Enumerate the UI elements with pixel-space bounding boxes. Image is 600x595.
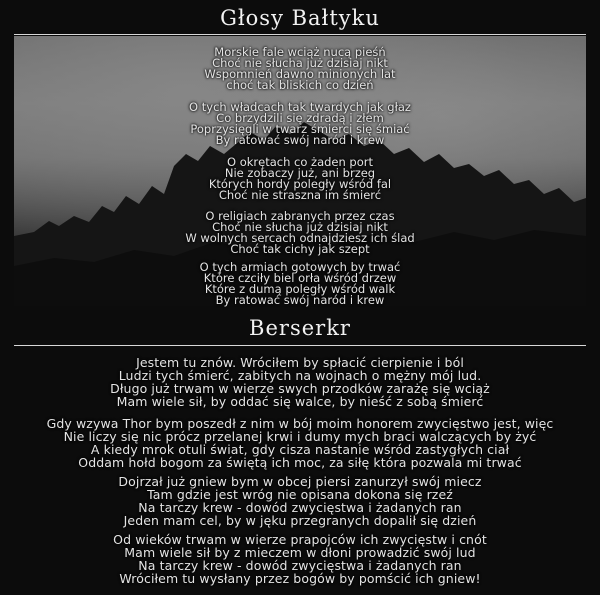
lyric-line: O okrętach co żaden port: [226, 155, 374, 169]
lyric-line: O tych władcach tak twardych jak głaz: [189, 100, 411, 114]
lyric-line: Jeden mam cel, by w jęku przegranych dopalił się dzień: [123, 513, 477, 528]
lyric-line: Od wieków trwam w wierze prapojców ich zwycięstw i cnót: [113, 532, 487, 547]
lyric-line: Mam wiele sił by z mieczem w dłoni prowadzić swój lud: [124, 545, 476, 560]
song-title-berserkr: Berserkr: [249, 316, 351, 340]
stanza-1: [14, 47, 586, 91]
lyric-line: O tych armiach gotowych by trwać: [199, 260, 401, 274]
stanza-4: [14, 211, 586, 255]
lyric-line: Mam wiele sił, by oddać się walce, by nieść z sobą śmierć: [116, 394, 484, 409]
stanza-b1: [14, 356, 586, 408]
lyric-line: Nie liczy się nic prócz przelanej krwi i dumy mych braci walczących by żyć: [63, 429, 537, 444]
lyric-line: Morskie fale wciąż nucą pieśń: [214, 45, 386, 59]
lyric-line: Które czciły biel orła wśród drzew: [203, 271, 397, 285]
stanza-3: [14, 157, 586, 201]
lyric-line: choć tak bliskich co dzień: [226, 78, 374, 92]
title-divider: [14, 34, 586, 35]
lyric-line: Nie zobaczy już, ani brzeg: [224, 166, 376, 180]
lyric-line: Długo już trwam w wierze swych przodków zarażę się wciąż: [110, 381, 490, 396]
lyric-line: Choć nie słucha już dzisiaj nikt: [212, 56, 388, 70]
lyric-line: Które z dumą poległy wśród walk: [204, 282, 396, 296]
lyric-line: Na tarczy krew - dowód zwycięstwa i żadanych ran: [138, 500, 462, 515]
stanza-5: [14, 262, 586, 306]
lyric-line: By ratować swój naród i krew: [215, 133, 385, 147]
lyric-line: O religiach zabranych przez czas: [205, 209, 395, 223]
stanza-2: [14, 102, 586, 146]
lyric-line: Choć nie słucha już dzisiaj nikt: [212, 220, 388, 234]
lyric-line: Gdy wzywa Thor bym poszedł z nim w bój moim honorem zwycięstwo jest, więc: [46, 416, 554, 431]
lyric-line: Na tarczy krew - dowód zwycięstwa i żadanych ran: [138, 558, 462, 573]
lyric-line: Których hordy poległy wśród fal: [208, 177, 392, 191]
stanza-b2: [14, 417, 586, 469]
lyric-line: Jestem tu znów. Wróciłem by spłacić cierpienie i ból: [136, 355, 464, 370]
stanza-b4: [14, 533, 586, 585]
lyric-line: By ratować swój naród i krew: [215, 293, 385, 307]
lyric-line: Choć tak cichy jak szept: [230, 242, 370, 256]
lyric-line: A kiedy mrok otuli świat, gdy cisza nastanie wśród zastygłych ciał: [90, 442, 510, 457]
lyric-line: Ludzi tych śmierć, zabitych na wojnach o mężny mój lud.: [118, 368, 482, 383]
lyric-line: Oddam hołd bogom za świętą ich moc, za siłę która pozwala mi trwać: [78, 455, 522, 470]
title-divider: [14, 345, 586, 346]
lyric-line: Tam gdzie jest wróg nie opisana dokona się rzeź: [147, 487, 453, 502]
lyric-line: Wspomnień dawno minionych lat: [204, 67, 396, 81]
lyric-line: Dojrzał już gniew bym w obcej piersi zanurzył swój miecz: [118, 474, 482, 489]
song-title-glosy-baltyku: Głosy Bałtyku: [220, 6, 380, 30]
lyric-line: W wolnych sercach odnajdziesz ich ślad: [185, 231, 415, 245]
lyric-line: Choć nie straszna im śmierć: [218, 188, 382, 202]
lyric-line: Co brzydzili się zdradą i złem: [216, 111, 384, 125]
lyric-line: Poprzysięgli w twarz śmierci się śmiać: [190, 122, 410, 136]
lyric-line: Wróciłem tu wysłany przez bogów by pomścić ich gniew!: [119, 571, 481, 586]
stanza-b3: [14, 475, 586, 527]
